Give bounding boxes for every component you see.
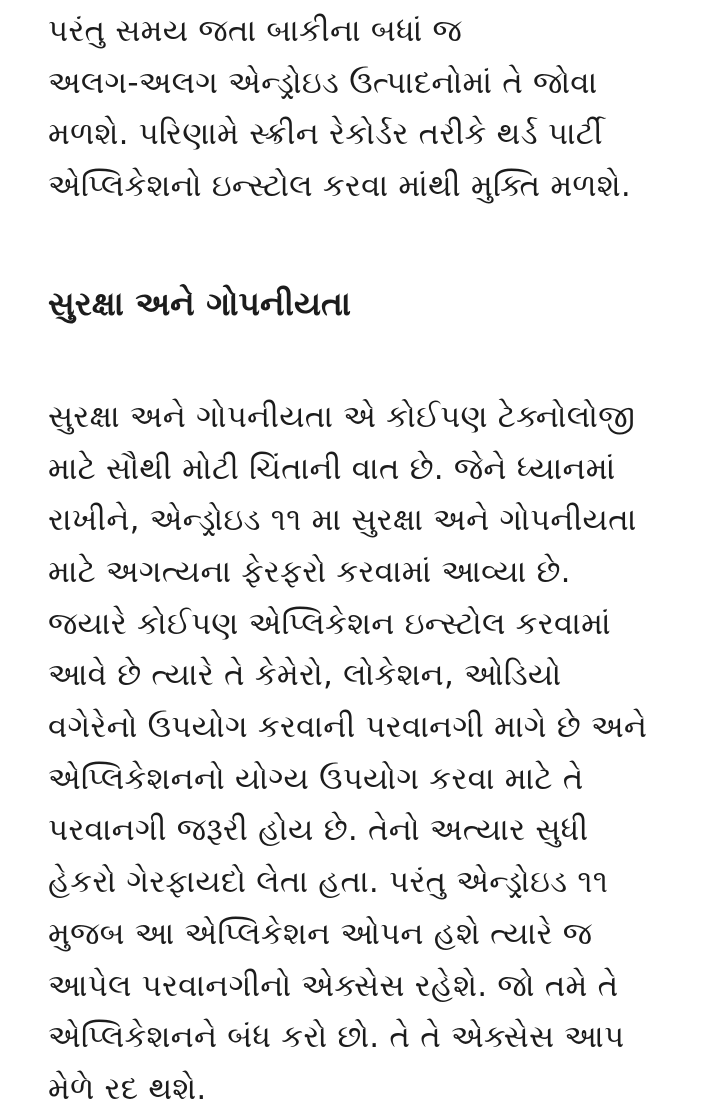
body-line: પરવાનગી જરૂરી હોય છે. તેનો અત્યાર સુધી bbox=[48, 812, 589, 849]
body-line: એપ્લિકેશનને બંધ કરો છો. તે તે એક્સેસ આપ bbox=[48, 1019, 625, 1056]
article-content bbox=[48, 6, 688, 1116]
body-line: માટે સૌથી મોટી ચિંતાની વાત છે. જેને ધ્યાનમાં bbox=[48, 450, 616, 487]
body-line: વગેરેનો ઉપયોગ કરવાની પરવાનગી માગે છે અને bbox=[48, 709, 648, 746]
body-line: આવે છે ત્યારે તે કેમેરો, લોકેશન, ઓડિયો bbox=[48, 657, 562, 694]
body-line: મેળે રદ થશે. bbox=[48, 1070, 207, 1107]
body-line: સુરક્ષા અને ગોપનીયતા એ કોઈપણ ટેક્નોલોજી bbox=[48, 398, 636, 435]
intro-line: એપ્લિકેશનો ઇન્સ્ટોલ કરવા માંથી મુક્તિ મળશે. bbox=[48, 168, 631, 205]
intro-paragraph bbox=[48, 6, 688, 213]
intro-line: મળશે. પરિણામે સ્ક્રીન રેકોર્ડર તરીકે થર્ડ પાર્ટી bbox=[48, 116, 603, 153]
section-heading: સુરક્ષા અને ગોપનીયતા bbox=[48, 283, 351, 323]
body-line: હેકરો ગેરફાયદો લેતા હતા. પરંતુ એન્ડ્રોઇડ ૧૧ bbox=[48, 864, 609, 901]
body-line: માટે અગત્યના ફેરફરો કરવામાં આવ્યા છે. bbox=[48, 553, 571, 590]
body-line: મુજબ આ એપ્લિકેશન ઓપન હશે ત્યારે જ bbox=[48, 915, 593, 952]
body-line: જયારે કોઈપણ એપ્લિકેશન ઇન્સ્ટોલ કરવામાં bbox=[48, 605, 611, 642]
body-line: એપ્લિકેશનનો યોગ્ય ઉપયોગ કરવા માટે તે bbox=[48, 760, 584, 797]
intro-line: અલગ-અલગ એન્ડ્રોઇડ ઉત્પાદનોમાં તે જોવા bbox=[48, 64, 598, 101]
intro-line: પરંતુ સમય જતા બાકીના બધાં જ bbox=[48, 13, 462, 49]
body-paragraph bbox=[48, 392, 688, 1116]
body-line: આપેલ પરવાનગીનો એક્સેસ રહેશે. જો તમે તે bbox=[48, 967, 619, 1004]
body-line: રાખીને, એન્ડ્રોઇડ ૧૧ મા સુરક્ષા અને ગોપનીયતા bbox=[48, 502, 637, 539]
